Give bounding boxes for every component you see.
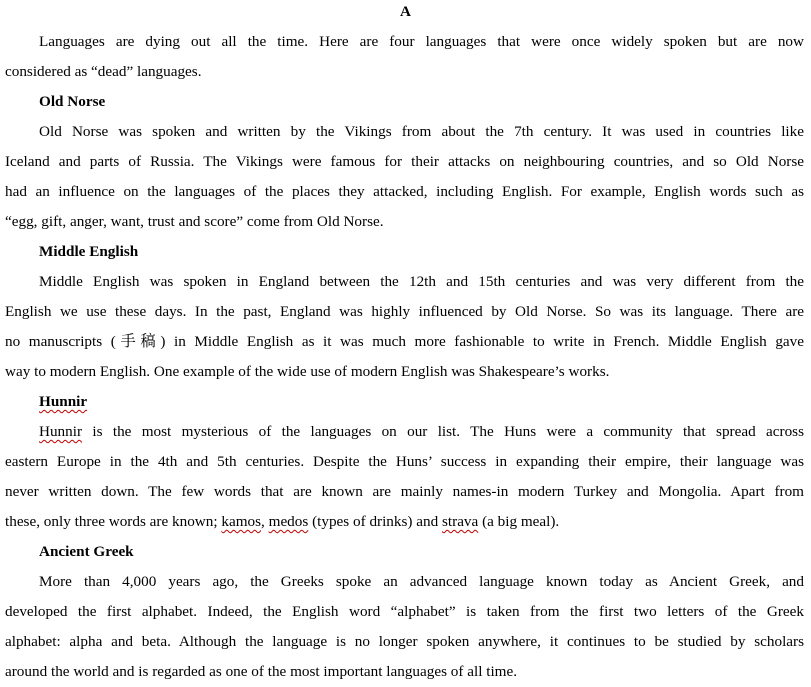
heading-middle-english: Middle English (39, 243, 139, 260)
hunnir-line-4 (5, 507, 804, 537)
hunnir-line-2: eastern Europe in the 4th and 5th centuries. Despite the Huns’ success in expanding their empire, their language was (5, 453, 804, 470)
hunnir-line-1 (39, 417, 804, 447)
meal-note: (a big meal). (478, 513, 560, 530)
ancient-greek-line-2: developed the first alphabet. Indeed, the English word “alphabet” is taken from the first two letters of the Greek (5, 603, 804, 620)
hunnir-word: Hunnir (39, 423, 83, 440)
hunnir-line-1-text: is the most mysterious of the languages on our list. The Huns were a community that spread across (82, 423, 804, 440)
heading-ancient-greek: Ancient Greek (39, 543, 134, 560)
hunnir-line-3: never written down. The few words that are known are mainly names-in modern Turkey and Mongolia. Apart from (5, 483, 804, 500)
section-letter: A (400, 3, 411, 20)
old-norse-line-2: Iceland and parts of Russia. The Vikings were famous for their attacks on neighbouring countries, and so Old Norse (5, 153, 804, 170)
heading-old-norse: Old Norse (39, 93, 106, 110)
old-norse-line-1: Old Norse was spoken and written by the Vikings from about the 7th century. It was used in countries like (39, 123, 804, 140)
word-medos: medos (268, 513, 309, 530)
drinks-note: (types of drinks) and (308, 513, 442, 530)
comma-separator: , (261, 513, 269, 530)
heading-hunnir: Hunnir (39, 393, 88, 410)
intro-line-2: considered as “dead” languages. (5, 63, 202, 80)
word-strava: strava (442, 513, 479, 530)
intro-line-1: Languages are dying out all the time. Here are four languages that were once widely spoken but are now (39, 33, 804, 50)
old-norse-line-4: “egg, gift, anger, want, trust and score” come from Old Norse. (5, 213, 384, 230)
middle-english-line-2: English we use these days. In the past, England was highly influenced by Old Norse. So was its language. There are (5, 303, 804, 320)
middle-english-line-4: way to modern English. One example of the wide use of modern English was Shakespeare’s works. (5, 363, 610, 380)
ancient-greek-line-1: More than 4,000 years ago, the Greeks spoke an advanced language known today as Ancient Greek, and (39, 573, 804, 590)
word-kamos: kamos (221, 513, 262, 530)
middle-english-line-3: no manuscripts (手稿) in Middle English as it was much more fashionable to write in French. Middle English gave (5, 333, 804, 350)
ancient-greek-line-4: around the world and is regarded as one of the most important languages of all time. (5, 663, 518, 680)
middle-english-line-1: Middle English was spoken in England between the 12th and 15th centuries and was very different from the (39, 273, 804, 290)
hunnir-line-4-text: these, only three words are known; (5, 513, 222, 530)
old-norse-line-3: had an influence on the languages of the places they attacked, including English. For example, English words such as (5, 183, 804, 200)
ancient-greek-line-3: alphabet: alpha and beta. Although the language is no longer spoken anywhere, it continues to be studied by scholars (5, 633, 804, 650)
